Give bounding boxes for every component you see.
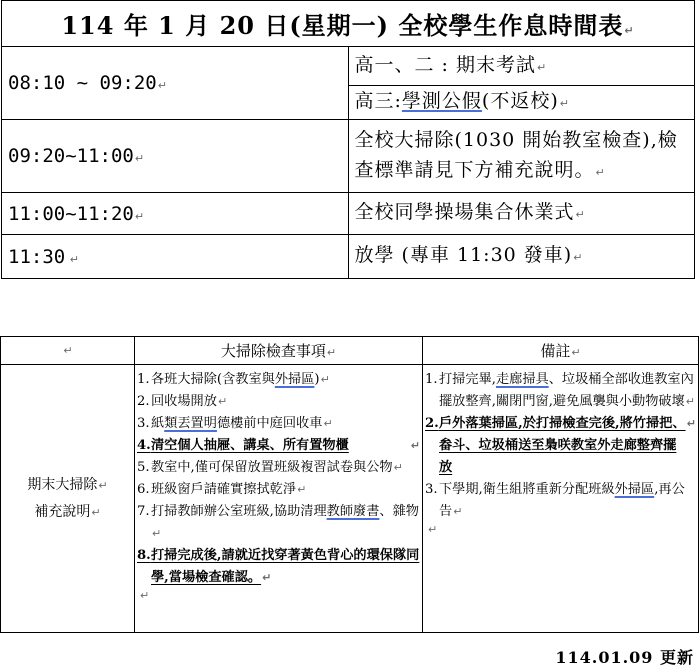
schedule-title: 114 年 1 月 20 日(星期一) 全校學生作息時間表↵ bbox=[2, 1, 695, 47]
header-items-cell: 大掃除檢查事項↵ bbox=[135, 337, 423, 365]
list-item: 3. 下學期,衛生組將重新分配班級外掃區,再公告↵ bbox=[425, 482, 685, 519]
notes-cell: 1. 打掃完畢,走廊掃具、垃圾桶全部收進教室內擺放整齊,關閉門窗,避免風襲與小動物破壞↵ 2. 戶外落葉掃區,於打掃檢查完後,將竹掃把、畚斗、垃圾桶送至梟咲教室外走廊整齊擺放 ↵ 3. 下學期,衛生組將重新分配班級外掃區,再公告↵ ↵ bbox=[423, 365, 699, 633]
items-cell: 1. 各班大掃除(含教室與外掃區)↵ 2. 回收場開放↵ 3. 紙類丟置明德樓前中庭回收車↵ 4. 清空個人抽屜、講桌、所有置物櫃 ↵ 5. 教室中,僅可保留放置班級複習試卷與公物↵ 6. 班級窗戶請確實擦拭乾淨↵ 7. 打掃教師辦公室班級,協助清理教師廢書、雜物↵ 8. 打掃完成後,請就近找穿著黃色背心的環保隊同學,當場檢查確認。↵ ↵ bbox=[135, 365, 423, 633]
time-cell: 09:20~11:00↵ bbox=[2, 120, 349, 193]
activity-cell: 全校同學操場集合休業式↵ bbox=[348, 193, 695, 235]
list-item: 3. 紙類丟置明德樓前中庭回收車↵ bbox=[137, 416, 333, 431]
time-cell: 11:30 ↵ bbox=[2, 235, 349, 279]
header-notes-cell: 備註↵ bbox=[423, 337, 699, 365]
cleaning-table bbox=[0, 336, 699, 633]
activity-cell: 放學 (專車 11:30 發車)↵ bbox=[348, 235, 695, 279]
list-item: 7. 打掃教師辦公室班級,協助清理教師廢書、雜物↵ bbox=[137, 504, 419, 540]
list-item: 2. 回收場開放↵ bbox=[137, 394, 228, 409]
list-item: 1. 各班大掃除(含教室與外掃區)↵ bbox=[137, 372, 330, 387]
header-blank-cell: ↵ bbox=[1, 337, 135, 365]
time-cell: 11:00~11:20↵ bbox=[2, 193, 349, 235]
list-item: 8. 打掃完成後,請就近找穿著黃色背心的環保隊同學,當場檢查確認。↵ bbox=[137, 548, 420, 585]
list-item: 4. 清空個人抽屜、講桌、所有置物櫃 ↵ bbox=[137, 438, 420, 453]
list-item: 6. 班級窗戶請確實擦拭乾淨↵ bbox=[137, 482, 307, 497]
list-item: 5. 教室中,僅可保留放置班級複習試卷與公物↵ bbox=[137, 460, 403, 475]
activity-cell: 高三:學測公假(不返校)↵ bbox=[348, 86, 695, 120]
schedule-table bbox=[1, 0, 695, 279]
update-date: 114.01.09 更新 bbox=[555, 648, 694, 667]
activity-cell: 高一、二 : 期末考試↵ bbox=[348, 47, 695, 86]
side-label-cell: 期末大掃除↵ 補充說明↵ bbox=[1, 365, 135, 633]
list-item: 1. 打掃完畢,走廊掃具、垃圾桶全部收進教室內擺放整齊,關閉門窗,避免風襲與小動物破壞↵ bbox=[425, 372, 695, 409]
list-item: 2. 戶外落葉掃區,於打掃檢查完後,將竹掃把、畚斗、垃圾桶送至梟咲教室外走廊整齊擺放 ↵ bbox=[425, 416, 696, 475]
activity-cell: 全校大掃除(1030 開始教室檢查),檢查標準請見下方補充說明。↵ bbox=[348, 120, 695, 193]
items-list bbox=[135, 365, 422, 589]
notes-list bbox=[423, 365, 698, 523]
time-cell: 08:10 ~ 09:20↵ bbox=[2, 47, 349, 120]
